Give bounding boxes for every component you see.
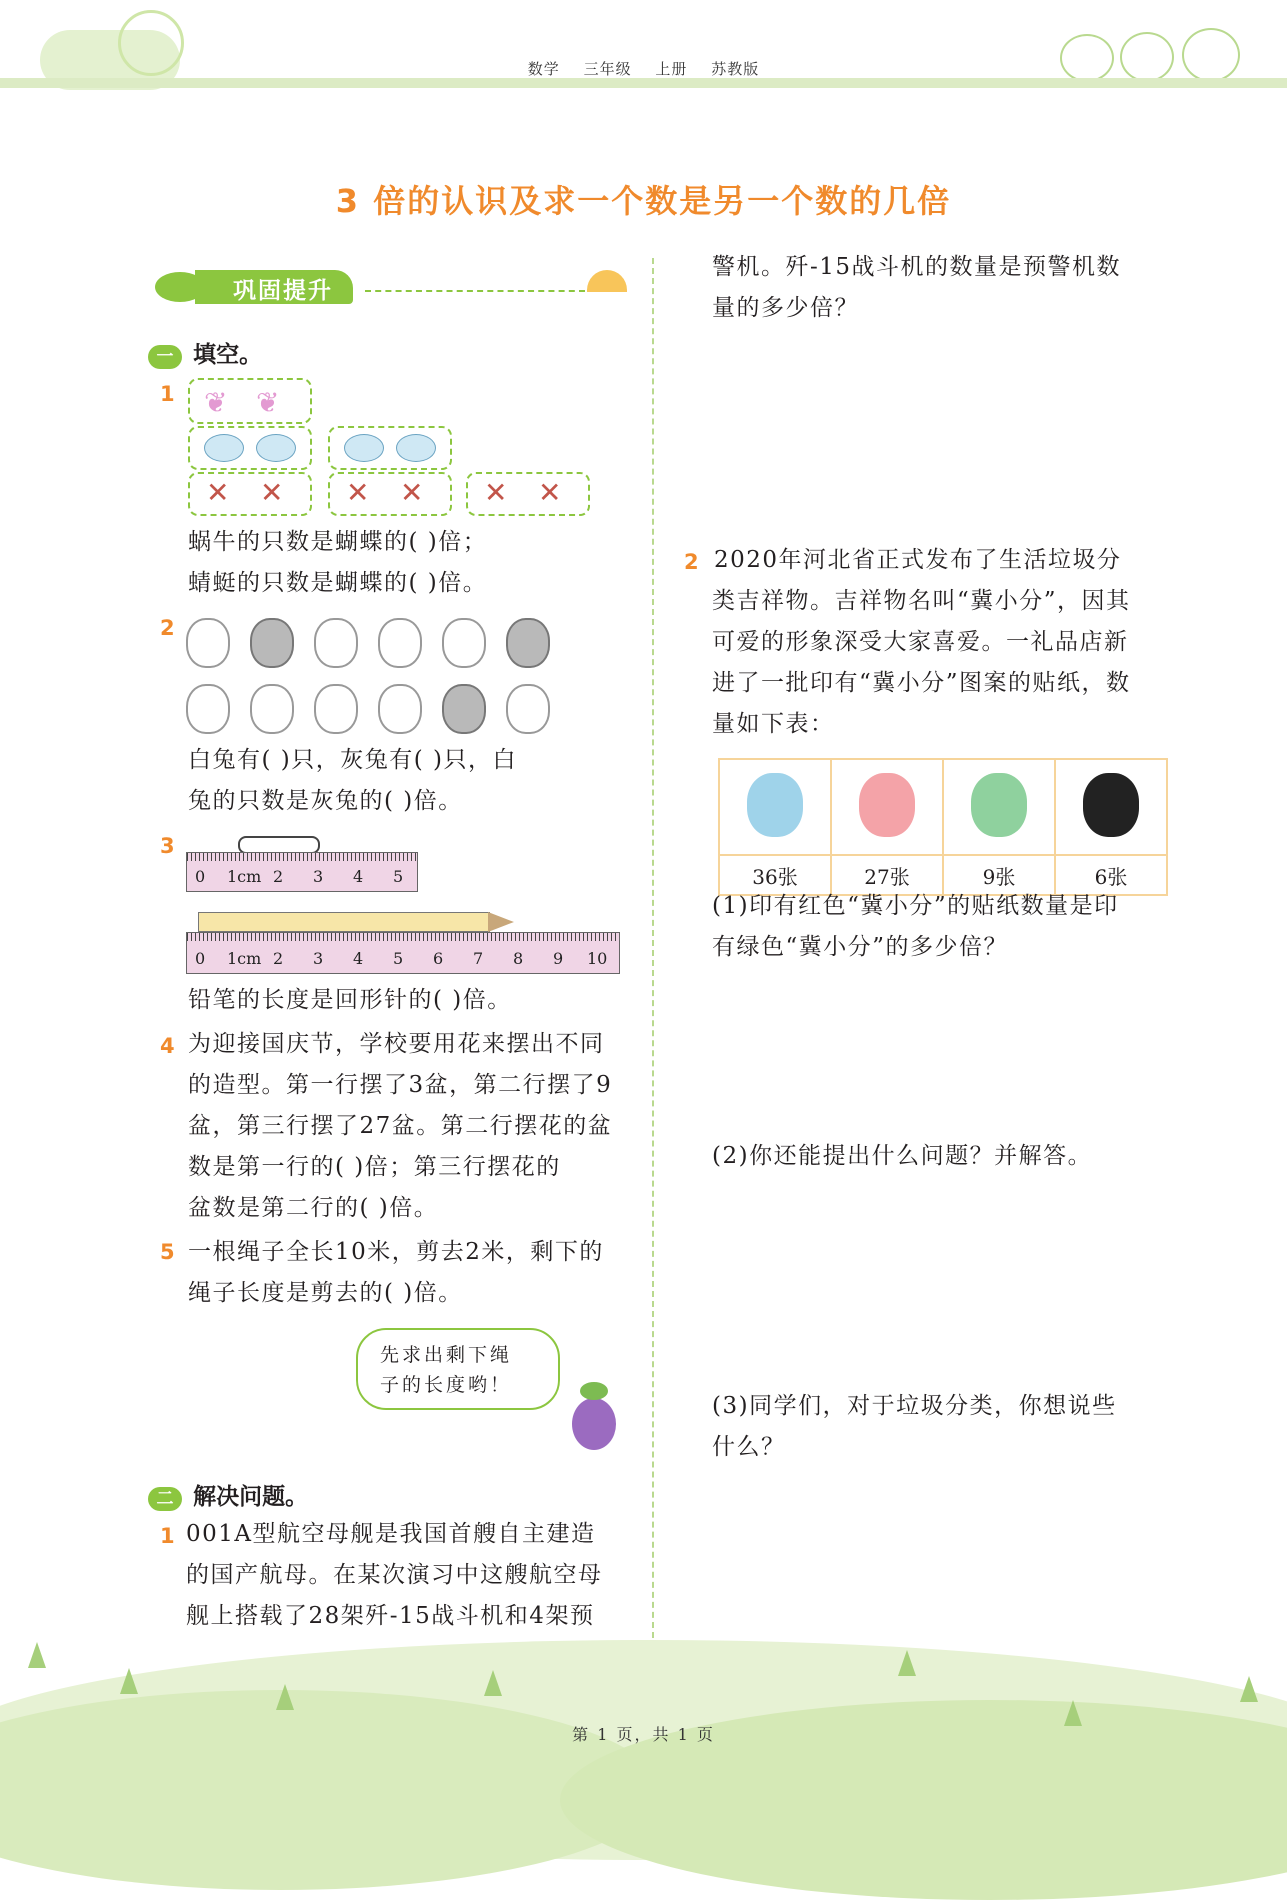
q4-line-2: 的造型。第一行摆了3盆，第二行摆了9 [188, 1072, 613, 1098]
q4-line-5: 盆数是第二行的( )倍。 [188, 1195, 439, 1221]
tree-icon [898, 1650, 916, 1676]
ruler-tick-label: 10 [587, 949, 608, 968]
gray-rabbit-icon [250, 618, 294, 668]
black-mascot-icon [1083, 773, 1139, 837]
question-number: 1 [160, 382, 175, 406]
ruler-tick-label: 3 [313, 867, 324, 886]
section-banner-label: 巩固提升 [233, 278, 333, 304]
q5-line-1: 一根绳子全长10米，剪去2米，剩下的 [188, 1239, 604, 1265]
rabbit-grid [186, 612, 556, 738]
white-rabbit-icon [378, 684, 422, 734]
q2-line-2: 兔的只数是灰兔的( )倍。 [188, 788, 463, 814]
dragonfly-icon: ✕ [346, 476, 370, 509]
section-tag: 二 [148, 1487, 182, 1511]
eggplant-leaf-icon [580, 1382, 608, 1400]
column-divider [652, 258, 654, 1648]
butterfly-icon: ❦ [256, 386, 280, 419]
tree-icon [1240, 1676, 1258, 1702]
snail-group [188, 426, 312, 470]
p2-line-4: 进了一批印有“冀小分”图案的贴纸，数 [712, 670, 1131, 696]
blue-mascot-icon [747, 773, 803, 837]
butterfly-group [188, 378, 312, 424]
p1-line-3: 舰上搭载了28架歼-15战斗机和4架预 [186, 1603, 595, 1629]
header-edition: 苏教版 [711, 60, 760, 78]
question-number: 1 [160, 1524, 175, 1548]
p2-line-2: 类吉祥物。吉祥物名叫“冀小分”，因其 [712, 588, 1131, 614]
p1-line-5: 量的多少倍？ [712, 295, 859, 321]
dragonfly-icon: ✕ [484, 476, 508, 509]
dragonfly-icon: ✕ [206, 476, 230, 509]
long-ruler [186, 932, 620, 974]
white-rabbit-icon [378, 618, 422, 668]
ruler-tick-label: 4 [353, 949, 364, 968]
dragonfly-icon: ✕ [538, 476, 562, 509]
page-footer: 第 1 页，共 1 页 [572, 1725, 715, 1744]
q1-line-1: 蜗牛的只数是蝴蝶的( )倍； [188, 529, 488, 555]
snail-icon [256, 434, 296, 462]
white-rabbit-icon [314, 618, 358, 668]
section-one-heading [148, 336, 262, 369]
hint-line-1: 先求出剩下绳 [380, 1344, 513, 1366]
tree-icon [28, 1642, 46, 1668]
green-mascot-icon [971, 773, 1027, 837]
q4-line-1: 为迎接国庆节，学校要用花来摆出不同 [188, 1031, 605, 1057]
ruler-tick-label: 2 [273, 949, 284, 968]
red-mascot-icon [859, 773, 915, 837]
ruler-tick-label: 1cm [227, 949, 262, 968]
ruler-tick-label: 5 [393, 867, 404, 886]
dragonfly-icon: ✕ [400, 476, 424, 509]
gray-rabbit-icon [506, 618, 550, 668]
p1-line-2: 的国产航母。在某次演习中这艘航空母 [186, 1562, 603, 1588]
page-title: 3 倍的认识及求一个数是另一个数的几倍 [335, 182, 952, 220]
p1-line-4: 警机。歼-15战斗机的数量是预警机数 [712, 254, 1122, 280]
hint-bubble [356, 1328, 560, 1410]
q3-line-1: 铅笔的长度是回形针的( )倍。 [188, 987, 512, 1013]
white-rabbit-icon [250, 684, 294, 734]
p2-sub1-line-2: 有绿色“冀小分”的多少倍？ [712, 934, 1009, 960]
ruler-tick-label: 3 [313, 949, 324, 968]
white-rabbit-icon [506, 684, 550, 734]
pencil-tip [488, 912, 514, 932]
snail-group [328, 426, 452, 470]
section-two-heading [148, 1478, 308, 1511]
p2-line-5: 量如下表： [712, 711, 835, 737]
snail-icon [344, 434, 384, 462]
pencil-icon [198, 912, 490, 932]
table-cell: 9张 [943, 855, 1055, 895]
dragonfly-group [328, 472, 452, 516]
ruler-tick-label: 7 [473, 949, 484, 968]
book-header [0, 58, 1287, 79]
snail-icon [396, 434, 436, 462]
sticker-table [718, 758, 1168, 896]
header-band [0, 78, 1287, 88]
section-banner [155, 262, 635, 312]
p2-line-3: 可爱的形象深受大家喜爱。一礼品店新 [712, 629, 1129, 655]
header-grade: 三年级 [583, 60, 632, 78]
dragonfly-group [188, 472, 312, 516]
sticker-image-row [719, 759, 1167, 855]
question-number: 2 [684, 550, 699, 574]
ruler-tick-label: 6 [433, 949, 444, 968]
ruler-tick-label: 1cm [227, 867, 262, 886]
white-rabbit-icon [442, 618, 486, 668]
q4-line-3: 盆，第三行摆了27盆。第二行摆花的盆 [188, 1113, 613, 1139]
ruler-tick-label: 0 [195, 949, 206, 968]
table-cell: 6张 [1055, 855, 1167, 895]
section-tag: 一 [148, 345, 182, 369]
white-rabbit-icon [186, 684, 230, 734]
table-cell: 36张 [719, 855, 831, 895]
p2-line-1: 2020年河北省正式发布了生活垃圾分 [714, 547, 1122, 573]
p2-sub3-line-2: 什么？ [712, 1434, 786, 1460]
header-subject: 数学 [527, 60, 560, 78]
question-number: 3 [160, 834, 175, 858]
p2-sub2: (2)你还能提出什么问题？并解答。 [712, 1143, 1093, 1169]
ruler-tick-label: 5 [393, 949, 404, 968]
section-label: 解决问题。 [193, 1484, 309, 1510]
eggplant-mascot-icon [572, 1398, 616, 1450]
p1-line-1: 001A型航空母舰是我国首艘自主建造 [186, 1521, 596, 1547]
dragonfly-group [466, 472, 590, 516]
p2-sub1-line-1: (1)印有红色“冀小分”的贴纸数量是印 [712, 893, 1119, 919]
butterfly-icon: ❦ [204, 386, 228, 419]
snail-icon [204, 434, 244, 462]
question-number: 4 [160, 1034, 175, 1058]
white-rabbit-icon [186, 618, 230, 668]
question-number: 5 [160, 1240, 175, 1264]
ruler-tick-label: 2 [273, 867, 284, 886]
sun-icon [587, 270, 627, 292]
tree-icon [484, 1670, 502, 1696]
tree-icon [276, 1684, 294, 1710]
ruler-tick-label: 4 [353, 867, 364, 886]
short-ruler [186, 852, 418, 892]
tree-icon [120, 1668, 138, 1694]
p2-sub3-line-1: (3)同学们，对于垃圾分类，你想说些 [712, 1393, 1117, 1419]
dragonfly-icon: ✕ [260, 476, 284, 509]
table-cell: 27张 [831, 855, 943, 895]
q4-line-4: 数是第一行的( )倍；第三行摆花的 [188, 1154, 561, 1180]
ruler-tick-label: 0 [195, 867, 206, 886]
ruler-tick-label: 8 [513, 949, 524, 968]
q2-line-1: 白兔有( )只，灰兔有( )只，白 [188, 747, 518, 773]
q5-line-2: 绳子长度是剪去的( )倍。 [188, 1280, 463, 1306]
q1-line-2: 蜻蜓的只数是蝴蝶的( )倍。 [188, 570, 488, 596]
ruler-tick-label: 9 [553, 949, 564, 968]
gray-rabbit-icon [442, 684, 486, 734]
white-rabbit-icon [314, 684, 358, 734]
hint-line-2: 子的长度哟！ [380, 1374, 513, 1396]
question-number: 2 [160, 616, 175, 640]
header-volume: 上册 [655, 60, 688, 78]
section-label: 填空。 [193, 342, 263, 368]
